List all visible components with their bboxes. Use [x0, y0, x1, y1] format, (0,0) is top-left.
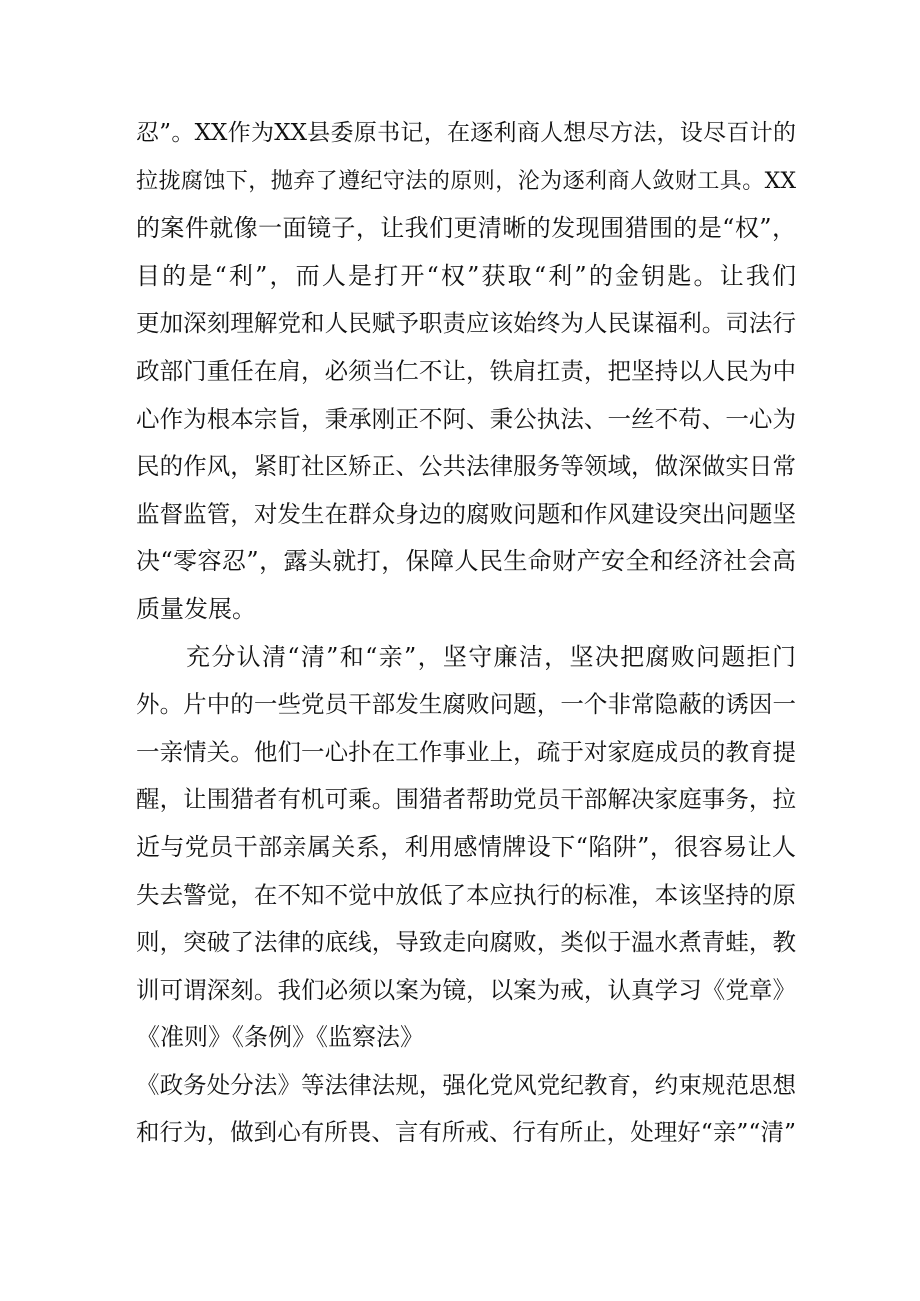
body-text [136, 110, 796, 1157]
text-line: 《政务处分法》等法律法规，强化党风党纪教育，约束规范思想 [136, 1070, 796, 1099]
text-line: 忍”。XX作为XX县委原书记，在逐利商人想尽方法，设尽百计的 [136, 120, 796, 146]
text-line: 更加深刻理解党和人民赋予职责应该始终为人民谋福利。司法行 [136, 309, 796, 338]
text-line: 政部门重任在肩，必须当仁不让，铁肩扛责，把坚持以人民为中 [136, 356, 796, 385]
text-line: 一亲情关。他们一心扑在工作事业上，疏于对家庭成员的教育提 [136, 737, 796, 766]
text-line: 和行为，做到心有所畏、言有所戒、行有所止，处理好“亲”“清” [136, 1118, 796, 1147]
text-line: 决“零容忍”，露头就打，保障人民生命财产安全和经济社会高 [136, 547, 796, 576]
text-line: 《准则》《条例》《监察法》 [136, 1023, 424, 1052]
paragraph-end-line: 质量发展。 [136, 594, 256, 623]
text-line: 的案件就像一面镜子，让我们更清晰的发现围猎围的是“权”， [136, 214, 796, 243]
text-line: 失去警觉，在不知不觉中放低了本应执行的标准，本该坚持的原 [136, 880, 796, 909]
text-line: 民的作风，紧盯社区矫正、公共法律服务等领域，做深做实日常 [136, 452, 796, 481]
text-line: 心作为根本宗旨，秉承刚正不阿、秉公执法、一丝不苟、一心为 [136, 404, 796, 433]
paragraph-start-line: 充分认清“清”和“亲”，坚守廉洁，坚决把腐败问题拒门 [186, 642, 796, 671]
text-line: 近与党员干部亲属关系，利用感情牌设下“陷阱”，很容易让人 [136, 832, 796, 861]
text-line: 则，突破了法律的底线，导致走向腐败，类似于温水煮青蛙，教 [136, 928, 796, 957]
text-line: 外。片中的一些党员干部发生腐败问题，一个非常隐蔽的诱因一 [136, 690, 796, 719]
text-line: 拉拢腐蚀下，抛弃了遵纪守法的原则，沦为逐利商人敛财工具。XX [136, 168, 796, 194]
text-line: 目的是“利”，而人是打开“权”获取“利”的金钥匙。让我们 [136, 261, 796, 290]
text-line: 训可谓深刻。我们必须以案为镜，以案为戒，认真学习《党章》 [136, 975, 796, 1004]
text-line: 监督监管，对发生在群众身边的腐败问题和作风建设突出问题坚 [136, 499, 796, 528]
text-line: 醒，让围猎者有机可乘。围猎者帮助党员干部解决家庭事务，拉 [136, 785, 796, 814]
